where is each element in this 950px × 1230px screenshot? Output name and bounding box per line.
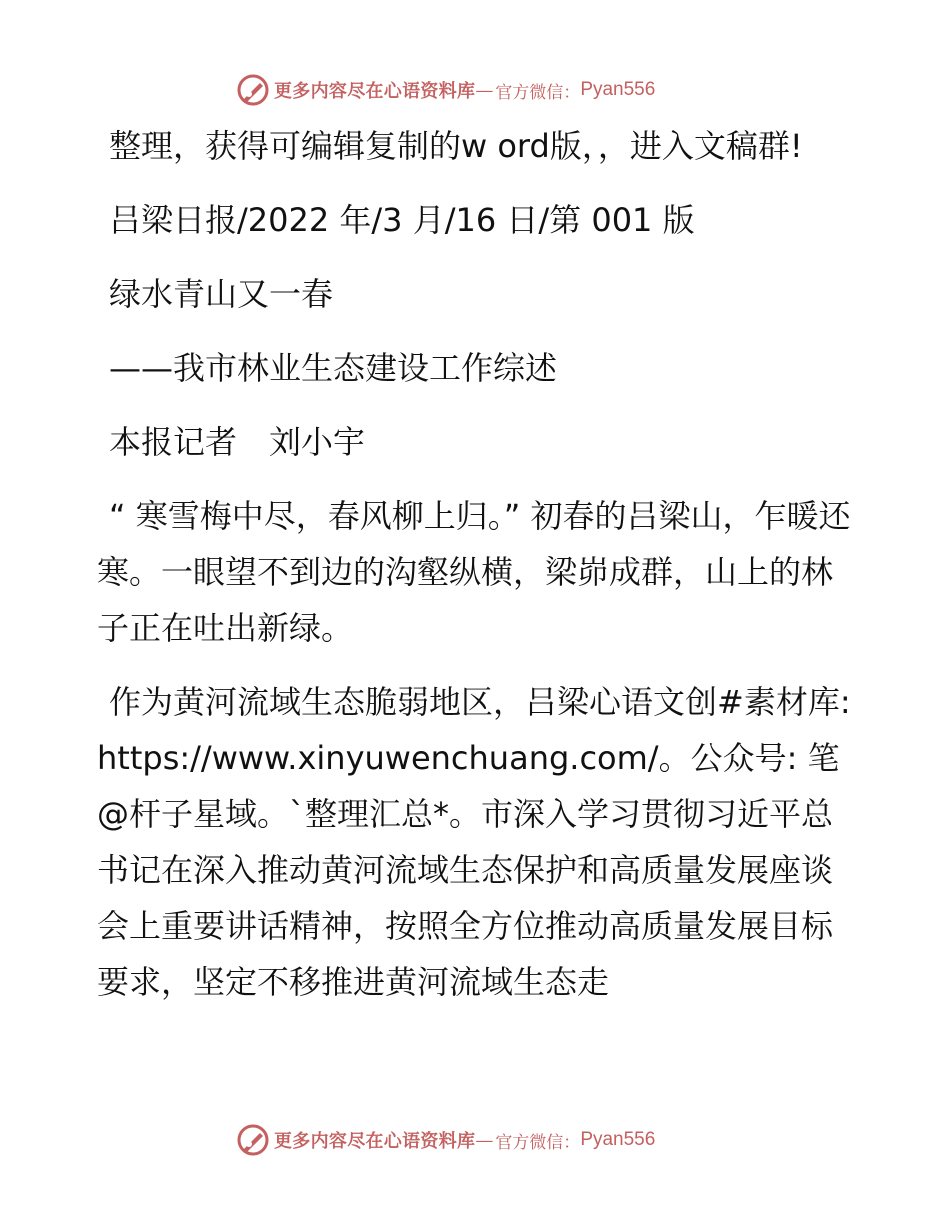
intro-paragraph: 整理，获得可编辑复制的w ord版，，进入文稿群!	[109, 127, 803, 165]
watermark-content	[236, 70, 655, 110]
watermark-dash: —	[475, 1129, 494, 1151]
article-title: 绿水青山又一春	[109, 275, 334, 313]
dateline: 吕梁日报/2022 年/3 月/16 日/第 001 版	[109, 201, 695, 239]
watermark-wechat-label: 官方微信：	[495, 82, 581, 103]
watermark-wechat-label: 官方微信：	[495, 1132, 581, 1153]
watermark-wechat-id: Pyan556	[580, 79, 656, 100]
body-paragraph-1: “ 寒雪梅中尽，春风柳上归。” 初春的吕梁山，乍暖还寒。一眼望不到边的沟壑纵横，梁峁成群，山上的林子正在吐出新绿。	[97, 497, 851, 647]
document-body	[97, 118, 857, 1028]
watermark-main-text: 更多内容尽在心语资料库	[274, 81, 476, 102]
byline: 本报记者 刘小宇	[109, 423, 366, 461]
watermark-dash: —	[475, 79, 494, 101]
watermark-content	[236, 1120, 655, 1160]
pen-logo-icon	[236, 73, 270, 107]
article-subtitle: ——我市林业生态建设工作综述	[109, 349, 558, 387]
pen-logo-icon	[236, 1123, 270, 1157]
header-watermark-banner	[0, 70, 950, 110]
watermark-main-text: 更多内容尽在心语资料库	[274, 1131, 476, 1152]
footer-watermark-banner	[0, 1120, 950, 1160]
watermark-wechat-id: Pyan556	[580, 1129, 656, 1150]
body-paragraph-2: 作为黄河流域生态脆弱地区，吕梁心语文创#素材库: https://www.xinyuwenchuang.com/。公众号: 笔@杆子星域。`整理汇总*。市深入学习贯彻习近平总书记在深入推动黄河流域生态保护和高质量发展座谈会上重要讲话精神，按照全方位推动高质量发展目标要求，坚定不移推进黄河流域生态走	[97, 683, 851, 1001]
